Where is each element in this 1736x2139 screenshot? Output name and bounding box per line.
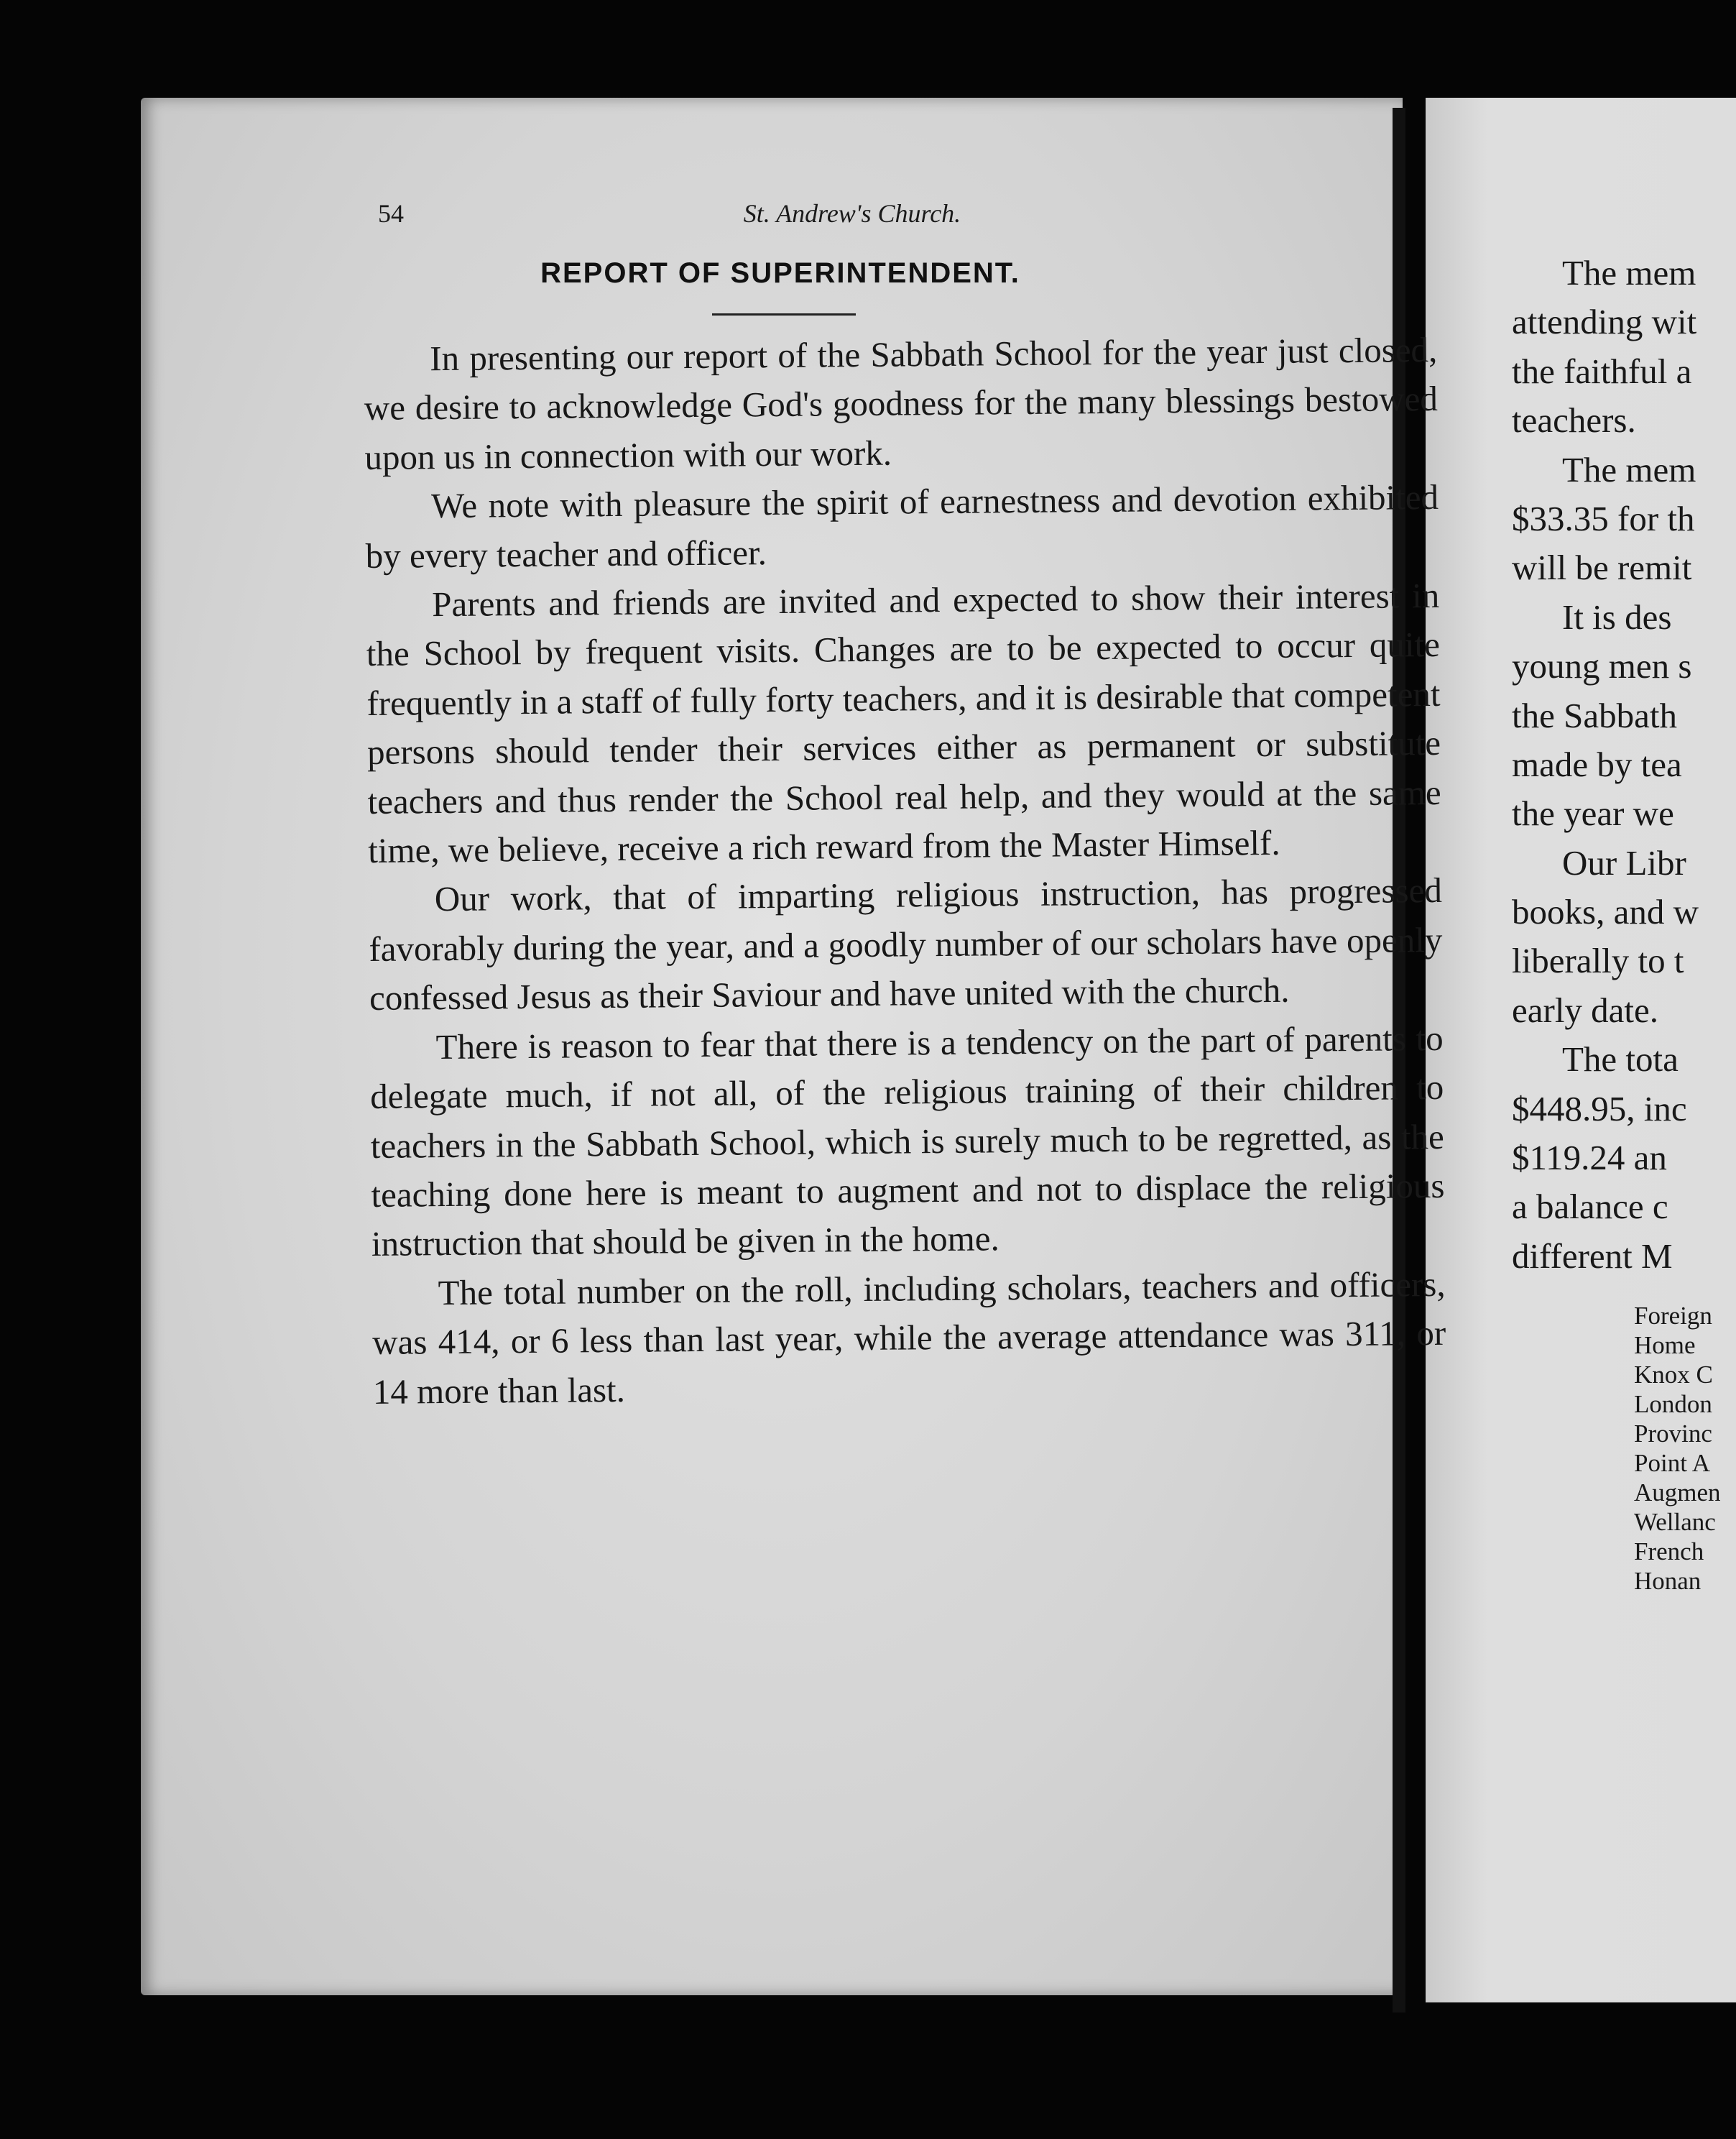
right-page xyxy=(1426,98,1736,2002)
right-line: $33.35 for th xyxy=(1512,498,1695,538)
page-number: 54 xyxy=(378,199,404,228)
right-line: books, and w xyxy=(1512,892,1699,932)
right-line: It is des xyxy=(1562,597,1672,637)
right-line: will be remit xyxy=(1512,548,1692,588)
right-line: the faithful a xyxy=(1512,351,1692,391)
right-line: different M xyxy=(1512,1236,1673,1276)
right-line: The mem xyxy=(1562,449,1696,489)
list-item: French xyxy=(1634,1537,1704,1565)
paragraph: In presenting our report of the Sabbath School for the year just closed, we desire to acknowledge God's goodness for the many blessings bestowed upon us in connection with our work. xyxy=(364,329,1439,477)
list-item: Knox C xyxy=(1634,1361,1713,1389)
paragraph: The total number on the roll, including scholars, teachers and officers, was 414, or 6 less than last year, while the average attendance was 311, or 14 more than last. xyxy=(371,1264,1446,1412)
paragraph: There is reason to fear that there is a tendency on the part of parents to delegate much, if not all, of the religious training of their children to teachers in the Sabbath School, which is surely much to be regretted, as the teaching done here is meant to augment and not to displace the religious instruction that should be given in the home. xyxy=(370,1018,1445,1264)
running-head: St. Andrew's Church. xyxy=(743,199,961,228)
list-item: Provinc xyxy=(1634,1420,1712,1448)
paragraph: Our work, that of imparting religious instruction, has progressed favorably during the year, and a goodly number of our scholars have openly confessed Jesus as their Saviour and have united with the church. xyxy=(369,870,1443,1018)
right-line: $448.95, inc xyxy=(1512,1088,1687,1128)
right-line: early date. xyxy=(1512,990,1659,1030)
right-line: teachers. xyxy=(1512,400,1636,441)
title-rule xyxy=(712,313,856,316)
right-line: The mem xyxy=(1562,253,1696,293)
right-line: Our Libr xyxy=(1562,842,1686,883)
list-item: Foreign xyxy=(1634,1302,1712,1330)
report-body xyxy=(364,326,1446,1417)
list-item: Point A xyxy=(1634,1449,1711,1477)
right-line: made by tea xyxy=(1512,744,1682,784)
right-line: the Sabbath xyxy=(1512,695,1677,735)
right-line: the year we xyxy=(1512,794,1674,834)
list-item: Honan xyxy=(1634,1567,1702,1595)
list-item: Home xyxy=(1634,1331,1696,1359)
right-page-text xyxy=(1512,249,1736,1281)
right-line: attending wit xyxy=(1512,302,1697,342)
mission-list xyxy=(1634,1301,1721,1596)
list-item: London xyxy=(1634,1390,1712,1418)
right-line: a balance c xyxy=(1512,1187,1668,1227)
right-line: The tota xyxy=(1562,1039,1679,1080)
left-page-content xyxy=(141,98,1446,1995)
right-line: young men s xyxy=(1512,646,1692,686)
list-item: Wellanc xyxy=(1634,1508,1716,1536)
list-item: Augmen xyxy=(1634,1478,1721,1506)
page-title: REPORT OF SUPERINTENDENT. xyxy=(540,257,1020,289)
paragraph: Parents and friends are invited and expected to show their interest in the School by frequent visits. Changes are to be expected to occur quite frequently in a staff of fully forty teachers, and it is desirable that competent persons should tender their services either as permanent or substitute teachers and thus render the School real help, and they would at the same time, we believe, receive a rich reward from the Master Himself. xyxy=(366,575,1441,871)
right-line: $119.24 an xyxy=(1512,1138,1667,1178)
paragraph: We note with pleasure the spirit of earnestness and devotion exhibited by every teacher and officer. xyxy=(365,477,1439,576)
right-line: liberally to t xyxy=(1512,941,1684,981)
